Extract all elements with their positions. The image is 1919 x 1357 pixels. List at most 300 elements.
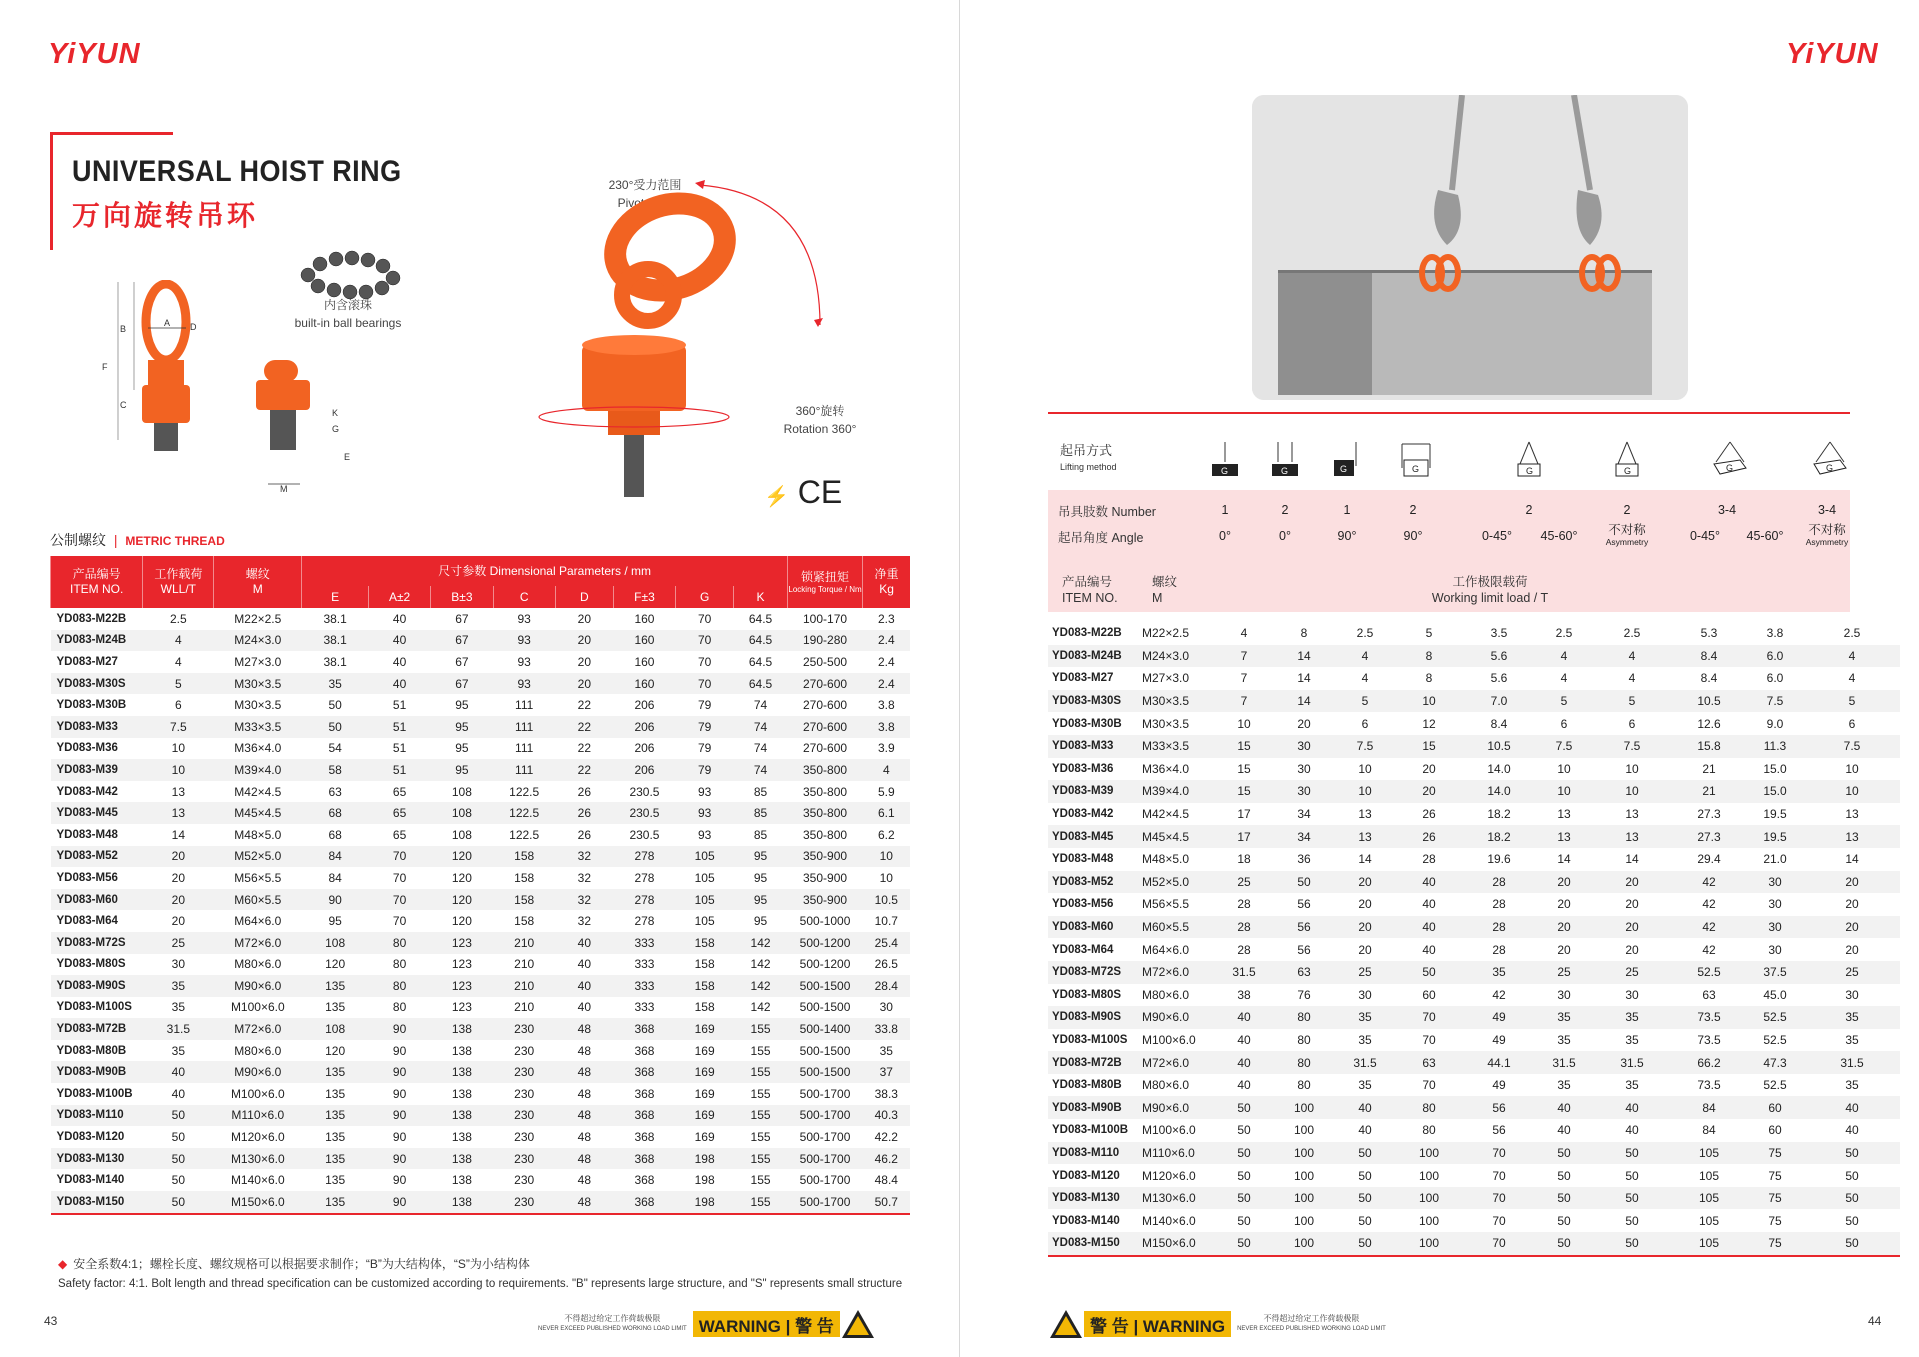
table-cell: 10.5: [1462, 735, 1536, 758]
table-cell: 54: [328, 741, 342, 756]
table-cell: 35: [879, 1043, 893, 1058]
table-cell: 206: [634, 741, 655, 756]
table-cell: YD083-M80B: [56, 1044, 127, 1057]
table-cell: 90: [392, 1130, 407, 1145]
table-cell: YD083-M42: [1052, 808, 1114, 821]
table-cell: 28: [1237, 942, 1251, 957]
table-cell: 368: [613, 1018, 675, 1040]
table-row: [51, 608, 911, 630]
table-cell: 10: [1358, 761, 1372, 776]
table-cell: YD083-M39: [51, 759, 143, 781]
table-cell: 26: [577, 827, 591, 842]
table-cell: 6.0: [1766, 671, 1784, 686]
table-cell: YD083-M150: [1048, 1232, 1138, 1256]
table-row: [1048, 848, 1900, 871]
table-cell: 20: [1297, 716, 1311, 731]
table-row: [51, 1126, 911, 1148]
table-cell: 50: [1557, 1213, 1571, 1228]
table-cell: 30: [1557, 987, 1571, 1002]
angle-value: 45-60°: [1746, 529, 1784, 543]
table-cell: 50: [1214, 1232, 1274, 1256]
safety-note: [58, 1254, 902, 1294]
table-cell: 48.4: [874, 1173, 898, 1188]
table-cell: M56×5.5: [1142, 897, 1190, 912]
table-row: [51, 1061, 911, 1083]
table-cell: 26: [1396, 825, 1462, 848]
table-cell: YD083-M100S: [56, 1001, 132, 1014]
table-cell: 22: [555, 716, 613, 738]
table-row: [1048, 916, 1900, 939]
table-cell: 27.3: [1672, 825, 1746, 848]
table-cell: 47.3: [1746, 1051, 1804, 1074]
table-cell: 8.4: [1672, 645, 1746, 668]
table-cell: 42: [1672, 916, 1746, 939]
table-cell: 3.9: [877, 741, 895, 756]
table-row: [1048, 1119, 1900, 1142]
table-cell: M52×5.0: [1138, 871, 1214, 894]
table-cell: 80: [368, 932, 430, 954]
rotation-cn: 360°旋转: [795, 404, 845, 418]
table-cell: 48: [555, 1061, 613, 1083]
table-cell: M27×3.0: [1142, 671, 1190, 686]
table-cell: 50: [1536, 1187, 1592, 1210]
table-cell: 70: [1462, 1142, 1536, 1165]
icon-g-7: G: [1726, 463, 1734, 473]
table-cell: 13: [1358, 807, 1372, 822]
table-cell: 100: [1274, 1142, 1334, 1165]
table-cell: 13: [1557, 807, 1571, 822]
table-cell: 38.1: [323, 611, 347, 626]
table-cell: 12.6: [1697, 716, 1721, 731]
table-cell: 270-600: [803, 741, 848, 756]
table-cell: 20: [1557, 897, 1571, 912]
table-cell: 135: [302, 1191, 369, 1214]
table-cell: M72×6.0: [1138, 1051, 1214, 1074]
table-cell: 42: [1702, 897, 1716, 912]
table-cell: 333: [613, 932, 675, 954]
table-cell: 13: [1845, 807, 1859, 822]
table-cell: M42×4.5: [234, 784, 282, 799]
table-cell: 38: [1237, 987, 1251, 1002]
table-cell: YD083-M24B: [1048, 645, 1138, 668]
table-cell: 21.0: [1763, 852, 1787, 867]
table-row: [51, 824, 911, 846]
table-cell: 50: [171, 1173, 185, 1188]
table-cell: 5.3: [1700, 626, 1718, 641]
table-cell: 70: [1492, 1213, 1506, 1228]
table-cell: 32: [577, 914, 591, 929]
table-cell: 120: [431, 846, 493, 868]
icon-g-6: G: [1624, 466, 1632, 476]
table-cell: YD083-M60: [1048, 916, 1138, 939]
table-cell: 95: [328, 914, 342, 929]
angle-value: 0°: [1219, 529, 1231, 543]
table-cell: M48×5.0: [234, 827, 282, 842]
table-cell: 28: [1422, 852, 1436, 867]
table-row: [1048, 1096, 1900, 1119]
m-en: M: [1152, 591, 1163, 605]
table-cell: 20: [1625, 942, 1639, 957]
table-cell: 8.4: [1700, 671, 1718, 686]
table-cell: M60×5.5: [214, 889, 302, 911]
table-cell: 95: [753, 914, 768, 929]
table-cell: 20: [1536, 871, 1592, 894]
th-thread: [214, 556, 302, 608]
table-cell: 28: [1462, 916, 1536, 939]
table-cell: 40: [1422, 897, 1436, 912]
table-cell: 169: [694, 1130, 715, 1145]
rotation-annotation: [770, 402, 870, 438]
table-cell: 14: [1358, 852, 1372, 867]
th-wll-cn: 工作载荷: [154, 567, 203, 581]
brand-logo: YiYUN: [48, 38, 141, 70]
table-cell: 73.5: [1697, 1032, 1721, 1047]
ce-text: CE: [797, 474, 843, 510]
table-cell: 50: [1237, 1168, 1251, 1183]
th-g: G: [676, 586, 734, 608]
table-cell: 158: [514, 870, 535, 885]
table-cell: 169: [694, 1043, 715, 1058]
table-cell: 17: [1214, 825, 1274, 848]
table-cell: 20: [1422, 761, 1436, 776]
legs-value: 3-4: [1717, 503, 1737, 517]
table-cell: 500-1000: [799, 914, 851, 929]
table-cell: M72×6.0: [1138, 961, 1214, 984]
table-cell: YD083-M72S: [1048, 961, 1138, 984]
table-cell: 210: [493, 975, 555, 997]
table-cell: 58: [302, 759, 369, 781]
table-cell: M130×6.0: [214, 1148, 302, 1170]
table-cell: 10: [1804, 780, 1900, 803]
table-cell: 2.5: [1356, 626, 1374, 641]
table-cell: 28: [1492, 942, 1506, 957]
table-cell: 90: [368, 1148, 430, 1170]
legs-value: 3-4: [1817, 503, 1837, 517]
legs-label: 吊具肢数 Number: [1058, 505, 1156, 519]
table-cell: 50: [143, 1148, 214, 1170]
table-cell: 20: [1845, 897, 1859, 912]
lift-icon-single-side: [1330, 438, 1364, 478]
table-cell: 20: [1358, 897, 1372, 912]
table-cell: 108: [302, 1018, 369, 1040]
table-cell: 51: [392, 741, 407, 756]
spec-header-row: [51, 556, 911, 586]
table-cell: YD083-M42: [56, 785, 118, 798]
th-item-cn: 产品编号: [72, 567, 121, 581]
table-cell: 135: [302, 1061, 369, 1083]
table-cell: 10: [1334, 780, 1396, 803]
table-cell: 22: [555, 759, 613, 781]
table-cell: 28: [1237, 897, 1251, 912]
table-cell: 169: [694, 1086, 715, 1101]
table-cell: 8.4: [1490, 716, 1508, 731]
table-cell: 80: [1422, 1123, 1436, 1138]
table-cell: 500-1700: [799, 1173, 851, 1188]
table-cell: 63: [1274, 961, 1334, 984]
table-cell: 158: [694, 1000, 715, 1015]
table-cell: YD083-M130: [51, 1148, 143, 1170]
table-row: [51, 694, 911, 716]
table-cell: 90: [392, 1086, 407, 1101]
lifting-method-label: [1060, 443, 1117, 475]
table-cell: 22: [577, 698, 591, 713]
table-cell: 50: [1237, 1123, 1251, 1138]
table-cell: 14: [1557, 852, 1571, 867]
table-cell: YD083-M52: [1048, 871, 1138, 894]
table-cell: 49: [1492, 1078, 1506, 1093]
table-cell: YD083-M36: [56, 742, 118, 755]
table-cell: 3.8: [1766, 626, 1784, 641]
icon-g-4: G: [1412, 464, 1420, 474]
table-cell: YD083-M27: [56, 655, 118, 668]
table-cell: M45×4.5: [1138, 825, 1214, 848]
table-cell: 11.3: [1746, 735, 1804, 758]
table-cell: 48: [555, 1148, 613, 1170]
table-row: [1048, 984, 1900, 1007]
table-cell: 6: [1628, 716, 1636, 731]
table-cell: M140×6.0: [1142, 1213, 1196, 1228]
warn-small-cn-right: 不得超过给定工作荷载极限: [1263, 1314, 1360, 1323]
table-cell: 80: [1297, 1032, 1311, 1047]
lift-icon-two-leg: [1512, 438, 1546, 478]
table-cell: 40: [1237, 1078, 1251, 1093]
table-cell: 64.5: [748, 611, 773, 626]
table-cell: M150×6.0: [1138, 1232, 1214, 1256]
table-cell: 56: [1297, 942, 1311, 957]
table-cell: 3.5: [1490, 626, 1508, 641]
warning-small-text: [538, 1314, 687, 1334]
table-cell: 122.5: [493, 802, 555, 824]
table-row: [1048, 803, 1900, 826]
table-cell: 14: [171, 827, 185, 842]
asym-cn: 不对称: [1608, 523, 1646, 537]
table-cell: 20: [171, 914, 185, 929]
table-cell: 18.2: [1487, 807, 1511, 822]
table-cell: 230: [514, 1173, 535, 1188]
table-cell: 2.5: [1555, 626, 1573, 641]
spec-table-body: [51, 608, 911, 1214]
table-cell: 50: [328, 698, 342, 713]
legs-value: 1: [1221, 503, 1229, 517]
table-cell: 4: [1240, 626, 1248, 641]
table-cell: 40: [577, 1000, 591, 1015]
lift-icon-four-leg: [1710, 438, 1744, 478]
ce-mark: [764, 474, 842, 511]
table-cell: 7: [1240, 671, 1248, 686]
table-cell: 9.0: [1766, 716, 1784, 731]
table-cell: 158: [493, 846, 555, 868]
table-cell: YD083-M80S: [1052, 988, 1122, 1001]
table-cell: 100: [1274, 1096, 1334, 1119]
th-torque: [787, 556, 862, 608]
table-cell: YD083-M22B: [56, 612, 127, 625]
table-cell: 30: [171, 957, 185, 972]
table-cell: 4: [1334, 645, 1396, 668]
icon-g-8: G: [1826, 463, 1834, 473]
table-cell: 60: [1768, 1123, 1782, 1138]
table-cell: 7.5: [1746, 690, 1804, 713]
table-row: [51, 846, 911, 868]
table-cell: 30: [1274, 735, 1334, 758]
table-cell: M39×4.0: [214, 759, 302, 781]
table-cell: 48: [555, 1105, 613, 1127]
table-cell: YD083-M90B: [1048, 1096, 1138, 1119]
table-row: [51, 630, 911, 652]
table-cell: 15: [1237, 761, 1251, 776]
angle-label: 起吊角度 Angle: [1058, 531, 1144, 545]
table-cell: 14: [1845, 852, 1859, 867]
table-cell: 52.5: [1763, 1032, 1787, 1047]
table-cell: 350-800: [787, 759, 862, 781]
table-cell: 36: [1297, 852, 1311, 867]
dim-label-f: F: [102, 362, 108, 372]
table-cell: 70: [1396, 1006, 1462, 1029]
table-cell: 135: [325, 1086, 346, 1101]
table-cell: 6: [1848, 716, 1856, 731]
table-cell: 79: [697, 698, 712, 713]
table-row: [1048, 825, 1900, 848]
table-cell: 50: [1625, 1213, 1639, 1228]
table-cell: 4: [863, 759, 910, 781]
th-c: C: [493, 586, 555, 608]
table-cell: 74: [753, 741, 768, 756]
table-cell: 50: [1214, 1187, 1274, 1210]
table-cell: 68: [328, 827, 342, 842]
table-cell: 123: [431, 932, 493, 954]
table-cell: 135: [302, 1148, 369, 1170]
table-cell: YD083-M90S: [51, 975, 143, 997]
table-cell: M90×6.0: [214, 975, 302, 997]
table-row: [51, 738, 911, 760]
table-cell: 50: [1592, 1187, 1672, 1210]
table-cell: YD083-M72S: [51, 932, 143, 954]
table-cell: 5: [1804, 690, 1900, 713]
table-cell: 2.4: [863, 630, 910, 652]
table-cell: 142: [734, 975, 788, 997]
table-cell: 75: [1768, 1168, 1782, 1183]
table-cell: M36×4.0: [1142, 761, 1190, 776]
table-row: [1048, 1187, 1900, 1210]
table-cell: M110×6.0: [1138, 1142, 1214, 1165]
table-cell: 35: [171, 1043, 185, 1058]
table-cell: 93: [517, 654, 531, 669]
rotation-en: Rotation 360°: [783, 422, 857, 436]
table-cell: 138: [451, 1130, 472, 1145]
table-cell: 198: [676, 1191, 734, 1214]
wll-th-load: [1390, 574, 1590, 606]
table-cell: 5.6: [1462, 645, 1536, 668]
table-cell: 6: [1361, 716, 1369, 731]
angle-value: 0-45°: [1689, 529, 1721, 543]
th-e: E: [302, 586, 369, 608]
table-cell: 50: [1592, 1232, 1672, 1256]
table-cell: 48: [577, 1086, 591, 1101]
table-cell: 105: [1672, 1142, 1746, 1165]
table-cell: 20: [1625, 897, 1639, 912]
table-cell: 63: [328, 784, 342, 799]
warning-small-text-right: [1237, 1314, 1386, 1334]
table-cell: M130×6.0: [1138, 1187, 1214, 1210]
table-cell: 7.5: [1334, 735, 1396, 758]
thread-cn: 公制螺纹: [50, 532, 106, 548]
table-cell: 138: [451, 1043, 472, 1058]
table-cell: 50: [143, 1191, 214, 1214]
table-cell: 20: [1804, 916, 1900, 939]
warning-banner: [532, 1311, 874, 1337]
table-cell: 90: [302, 889, 369, 911]
table-cell: 32: [555, 889, 613, 911]
warning-triangle-icon: [842, 1310, 874, 1338]
table-cell: 138: [431, 1061, 493, 1083]
table-cell: YD083-M45: [51, 802, 143, 824]
table-cell: 95: [431, 759, 493, 781]
table-cell: M39×4.0: [1138, 780, 1214, 803]
table-row: [51, 1040, 911, 1062]
warn-small-en: NEVER EXCEED PUBLISHED WORKING LOAD LIMIT: [538, 1326, 687, 1332]
table-cell: 35: [1462, 961, 1536, 984]
table-cell: 50: [1804, 1142, 1900, 1165]
table-cell: 230: [514, 1086, 535, 1101]
angle-value: 0-45°: [1481, 529, 1513, 543]
table-cell: 10: [1625, 761, 1639, 776]
table-row: [1048, 735, 1900, 758]
table-cell: 230: [493, 1061, 555, 1083]
table-cell: 93: [493, 673, 555, 695]
table-cell: 111: [515, 698, 534, 713]
table-cell: 50: [302, 716, 369, 738]
table-cell: YD083-M140: [1052, 1214, 1120, 1227]
table-cell: YD083-M56: [56, 871, 118, 884]
table-cell: 50: [1804, 1232, 1900, 1256]
table-cell: 33.8: [863, 1018, 910, 1040]
table-cell: 368: [613, 1148, 675, 1170]
table-cell: 10.5: [1672, 690, 1746, 713]
table-cell: 48: [577, 1043, 591, 1058]
table-cell: M64×6.0: [1142, 942, 1190, 957]
table-cell: 333: [634, 957, 655, 972]
table-cell: M42×4.5: [1142, 807, 1190, 822]
table-cell: 44.1: [1462, 1051, 1536, 1074]
table-cell: 135: [325, 1173, 346, 1188]
table-cell: 368: [634, 1173, 655, 1188]
table-cell: 40: [368, 673, 430, 695]
table-cell: 100: [1274, 1232, 1334, 1256]
table-cell: 138: [431, 1018, 493, 1040]
table-cell: YD083-M110: [1048, 1142, 1138, 1165]
table-cell: 138: [451, 1086, 472, 1101]
table-cell: 30: [1768, 942, 1782, 957]
table-row: [51, 867, 911, 889]
table-cell: 4: [1628, 671, 1636, 686]
table-cell: 40: [368, 630, 430, 652]
table-cell: 111: [493, 716, 555, 738]
table-cell: 160: [613, 673, 675, 695]
table-cell: 80: [368, 975, 430, 997]
table-row: [1048, 645, 1900, 668]
table-cell: 35: [143, 975, 214, 997]
note-bullet-icon: ◆: [58, 1257, 68, 1271]
table-cell: M150×6.0: [214, 1191, 302, 1214]
table-cell: 155: [750, 1086, 771, 1101]
pivot-cn: 230°受力范围: [608, 178, 682, 192]
angle-value: 45-60°: [1540, 529, 1578, 543]
table-cell: 30: [1746, 916, 1804, 939]
table-cell: 35: [1845, 1032, 1859, 1047]
ball-bearings-image: [296, 250, 406, 300]
table-cell: YD083-M30B: [56, 699, 127, 712]
ball-bearing-annotation: [288, 296, 408, 332]
table-cell: 32: [555, 846, 613, 868]
